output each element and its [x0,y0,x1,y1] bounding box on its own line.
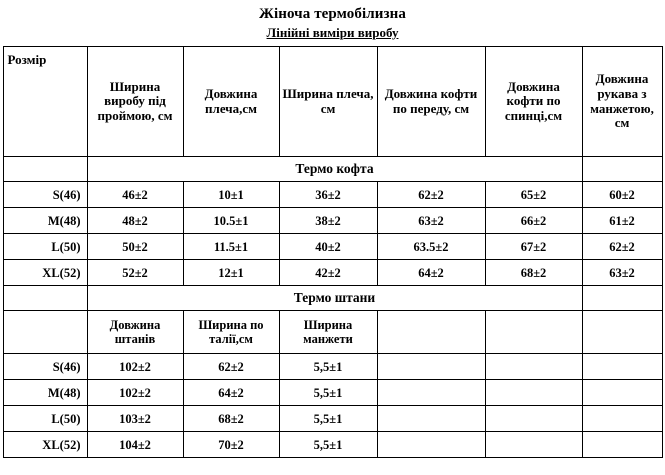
column-header-back-length: Довжина кофти по спинці,см [485,47,582,157]
cell-cuff-width: 5,5±1 [279,354,377,380]
cell-pants-length: 104±2 [87,432,183,458]
cell-shoulder-width: 40±2 [279,234,377,260]
cell-back-length: 68±2 [485,260,582,286]
cell-empty-1 [377,354,485,380]
column-header-size: Розмір [3,47,87,157]
table-row [3,432,662,458]
cell-cuff-width: 5,5±1 [279,406,377,432]
page-title: Жіноча термобілизна [259,6,406,22]
cell-empty-2 [485,406,582,432]
pants-column-header-empty-2 [485,311,582,354]
cell-size: S(46) [3,182,87,208]
cell-size: XL(52) [3,432,87,458]
section-row-shirt [3,157,662,182]
column-header-sleeve-length: Довжина рукава з манжетою, см [582,47,662,157]
cell-sleeve-length: 62±2 [582,234,662,260]
cell-front-length: 62±2 [377,182,485,208]
section-spacer-right [582,286,662,311]
cell-front-length: 63±2 [377,208,485,234]
cell-empty-1 [377,432,485,458]
cell-size: XL(52) [3,260,87,286]
cell-size: M(48) [3,380,87,406]
table-row [3,260,662,286]
cell-shoulder-length: 10.5±1 [183,208,279,234]
header-row [3,47,662,157]
table-row [3,234,662,260]
cell-empty-1 [377,380,485,406]
cell-waist-width: 70±2 [183,432,279,458]
cell-empty-2 [485,432,582,458]
cell-size: S(46) [3,354,87,380]
cell-back-length: 65±2 [485,182,582,208]
pants-column-header-empty-3 [582,311,662,354]
cell-cuff-width: 5,5±1 [279,432,377,458]
cell-empty-1 [377,406,485,432]
column-header-chest-width: Ширина виробу під проймою, см [87,47,183,157]
section-spacer-left [3,286,87,311]
cell-shoulder-width: 36±2 [279,182,377,208]
cell-size: L(50) [3,234,87,260]
cell-pants-length: 102±2 [87,354,183,380]
cell-empty-3 [582,406,662,432]
section-spacer-right [582,157,662,182]
section-spacer-left [3,157,87,182]
document-page [0,6,665,475]
table-row [3,354,662,380]
cell-shoulder-width: 38±2 [279,208,377,234]
pants-column-header-waist-width: Ширина по талії,см [183,311,279,354]
cell-shoulder-length: 10±1 [183,182,279,208]
pants-column-header-empty-1 [377,311,485,354]
page-subtitle-text: Лінійні виміри виробу [266,25,399,40]
pants-column-header-size [3,311,87,354]
cell-pants-length: 102±2 [87,380,183,406]
cell-size: L(50) [3,406,87,432]
cell-front-length: 63.5±2 [377,234,485,260]
cell-shoulder-length: 11.5±1 [183,234,279,260]
pants-column-header-cuff-width: Ширина манжети [279,311,377,354]
section-row-pants [3,286,662,311]
table-row [3,380,662,406]
table-row [3,406,662,432]
cell-back-length: 66±2 [485,208,582,234]
page-subtitle [0,25,665,41]
cell-front-length: 64±2 [377,260,485,286]
cell-shoulder-width: 42±2 [279,260,377,286]
cell-chest-width: 52±2 [87,260,183,286]
column-header-front-length: Довжина кофти по переду, см [377,47,485,157]
column-header-shoulder-width: Ширина плеча, см [279,47,377,157]
cell-size: M(48) [3,208,87,234]
table-header [3,47,662,157]
cell-waist-width: 64±2 [183,380,279,406]
cell-chest-width: 48±2 [87,208,183,234]
table-row [3,182,662,208]
cell-empty-3 [582,380,662,406]
cell-empty-3 [582,432,662,458]
table-row [3,208,662,234]
pants-column-header-length: Довжина штанів [87,311,183,354]
section-label-pants: Термо штани [87,286,582,311]
cell-empty-3 [582,354,662,380]
cell-back-length: 67±2 [485,234,582,260]
column-header-shoulder-length: Довжина плеча,см [183,47,279,157]
cell-shoulder-length: 12±1 [183,260,279,286]
cell-empty-2 [485,380,582,406]
cell-empty-2 [485,354,582,380]
cell-chest-width: 50±2 [87,234,183,260]
cell-cuff-width: 5,5±1 [279,380,377,406]
pants-header-row [3,311,662,354]
cell-waist-width: 62±2 [183,354,279,380]
cell-sleeve-length: 61±2 [582,208,662,234]
table-body [3,157,662,458]
cell-sleeve-length: 60±2 [582,182,662,208]
cell-pants-length: 103±2 [87,406,183,432]
cell-waist-width: 68±2 [183,406,279,432]
cell-sleeve-length: 63±2 [582,260,662,286]
section-label-shirt: Термо кофта [87,157,582,182]
measurements-table [3,46,663,458]
cell-chest-width: 46±2 [87,182,183,208]
